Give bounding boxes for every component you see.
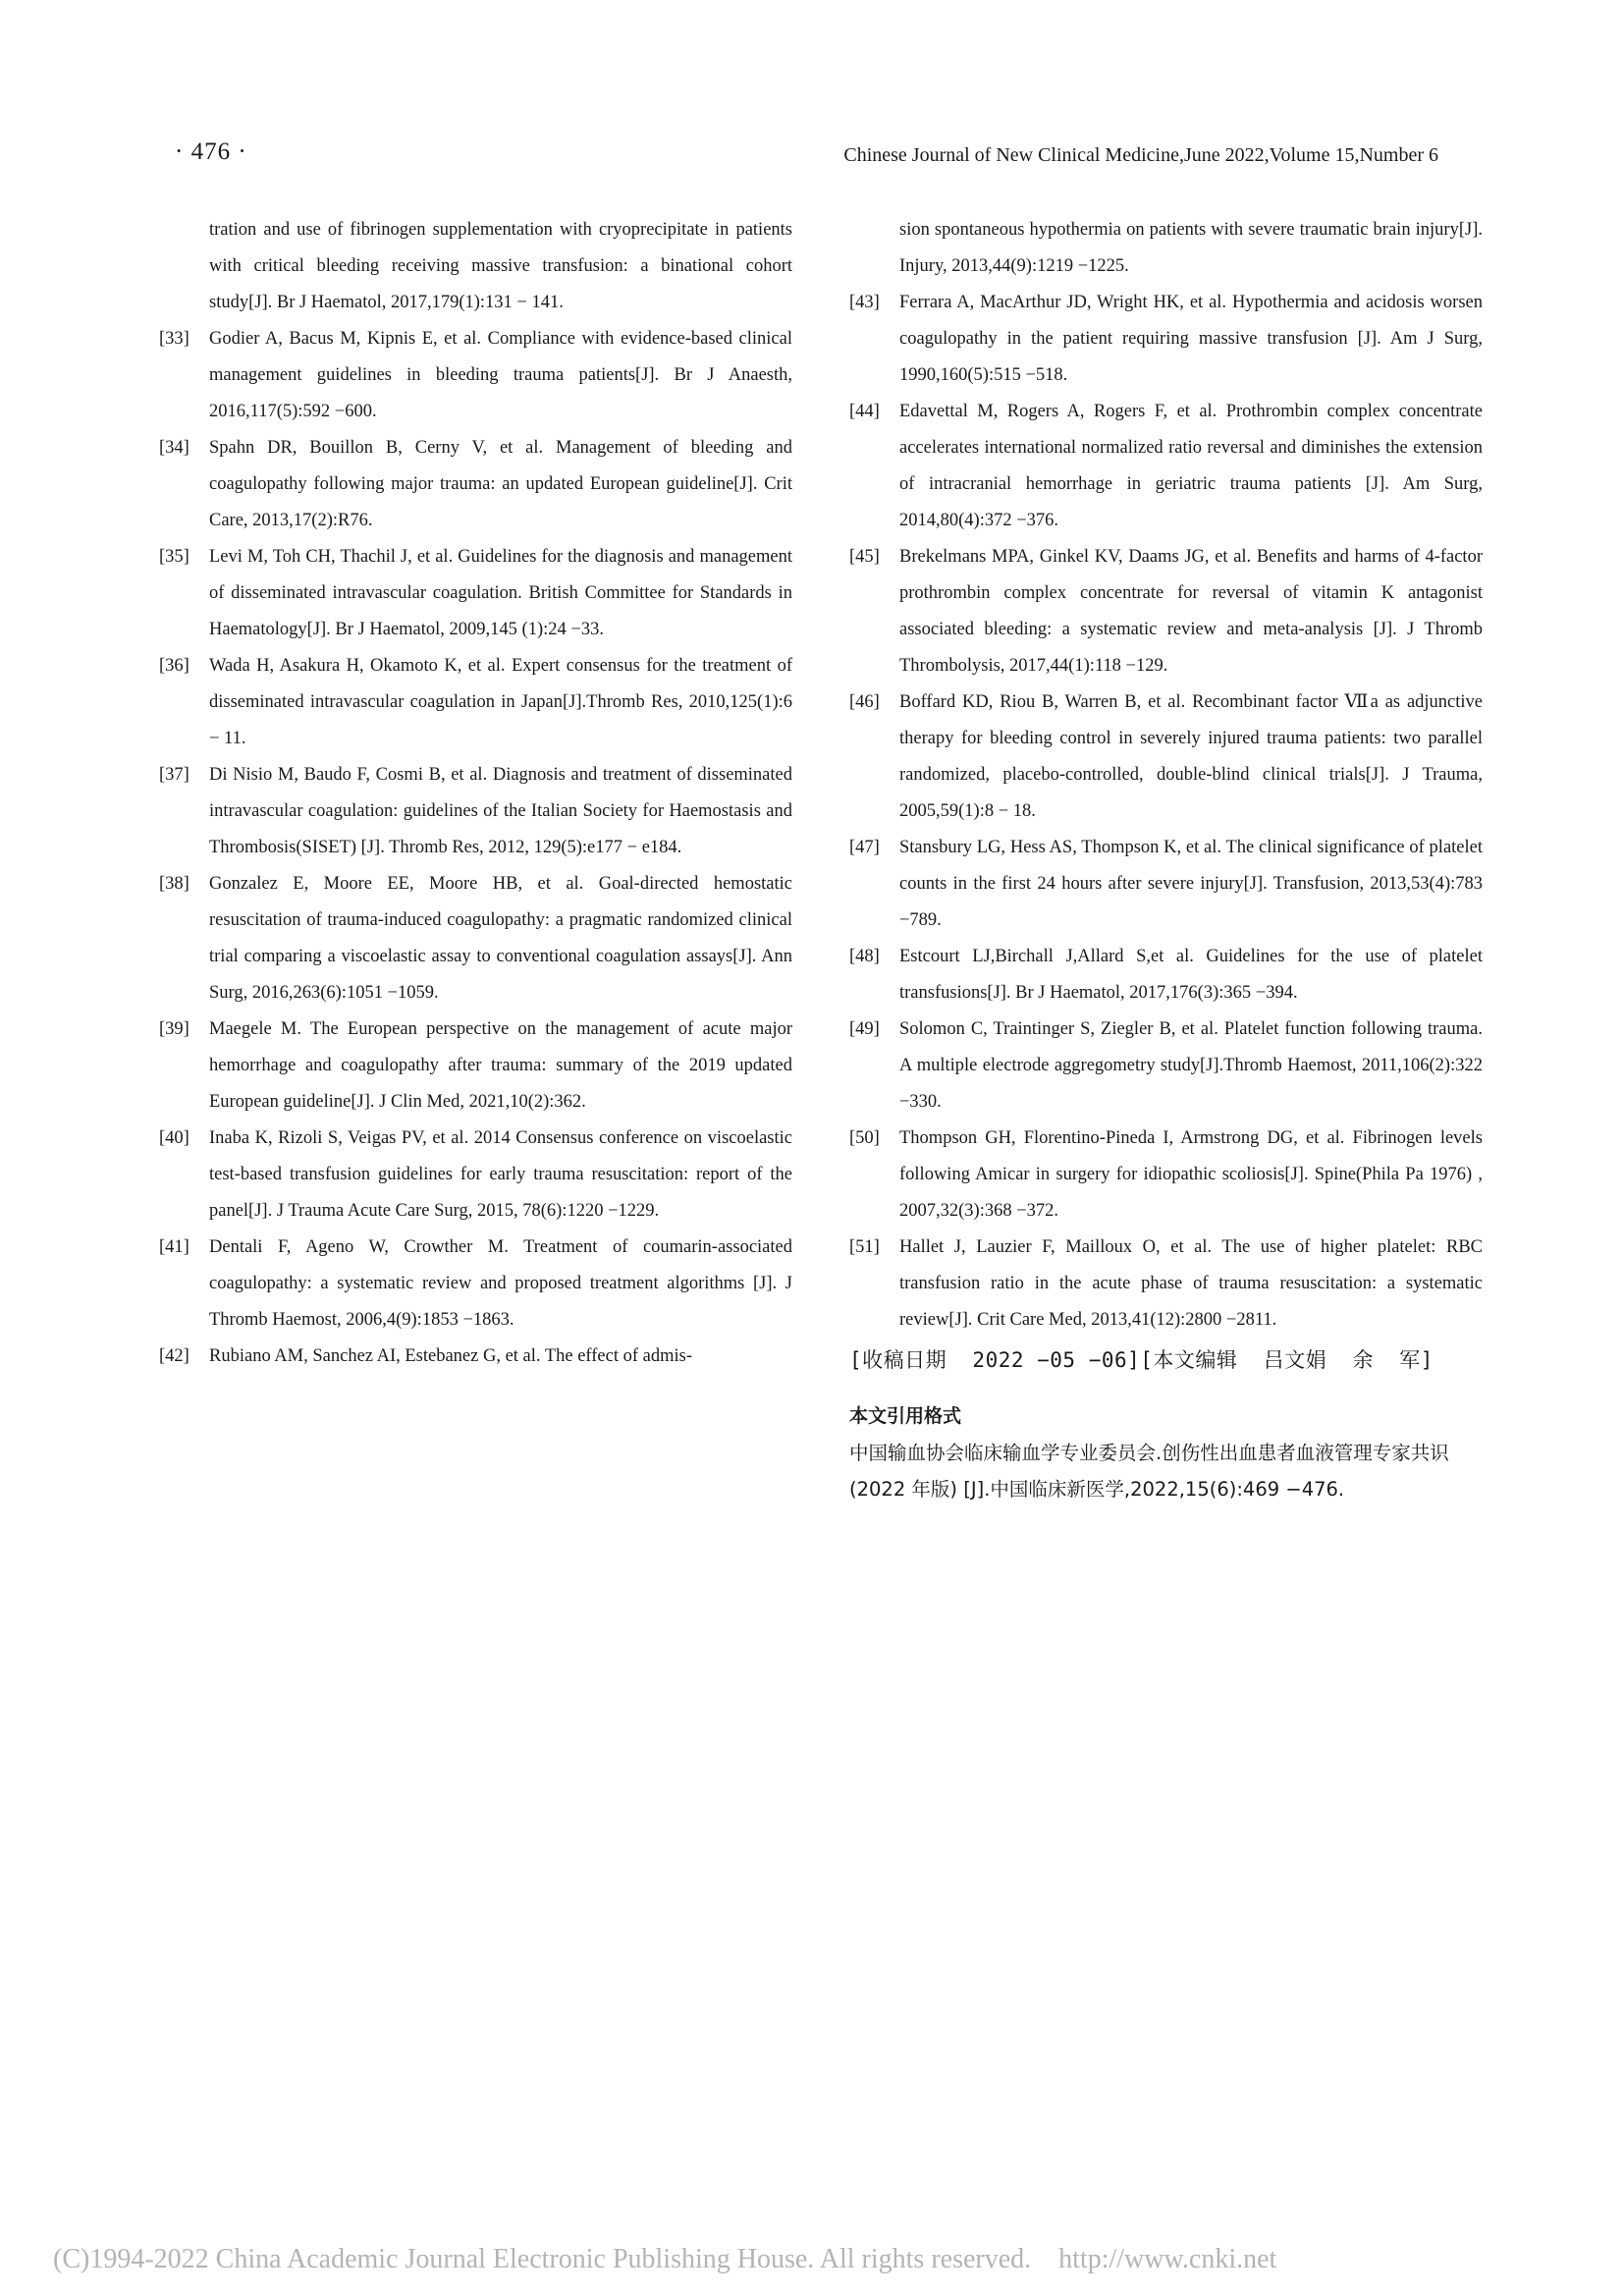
reference-number: [42] [159, 1346, 189, 1366]
reference-text: Wada H, Asakura H, Okamoto K, et al. Expert consensus for the treatment of disseminated intravascular coagulation in Japan[J].Thromb Res, 2010,125(1):6 − 11. [209, 656, 792, 748]
reference-item [159, 757, 792, 866]
reference-number: [43] [849, 293, 880, 312]
reference-text: Levi M, Toh CH, Thachil J, et al. Guidelines for the diagnosis and management of disseminated intravascular coagulation. British Committee for Standards in Haematology[J]. Br J Haematol, 2009,145 (1):24 −33. [209, 547, 792, 639]
reference-item [849, 939, 1483, 1011]
reference-item [159, 1230, 792, 1339]
reference-item [849, 830, 1483, 939]
reference-text: Ferrara A, MacArthur JD, Wright HK, et al. Hypothermia and acidosis worsen coagulopathy in the patient requiring massive transfusion [J]. Am J Surg, 1990,160(5):515 −518. [899, 293, 1483, 385]
reference-text: Boffard KD, Riou B, Warren B, et al. Recombinant factor Ⅶa as adjunctive therapy for bleeding control in severely injured trauma patients: two parallel randomized, placebo-controlled, double-blind clinical trials[J]. J Trauma, 2005,59(1):8 − 18. [899, 692, 1483, 821]
reference-item [159, 1011, 792, 1121]
reference-text: Godier A, Bacus M, Kipnis E, et al. Compliance with evidence-based clinical management guidelines in bleeding trauma patients[J]. Br J Anaesth, 2016,117(5):592 −600. [209, 329, 792, 421]
reference-item [849, 1121, 1483, 1230]
reference-text: Inaba K, Rizoli S, Veigas PV, et al. 2014 Consensus conference on viscoelastic test-based transfusion guidelines for early trauma resuscitation: report of the panel[J]. J Trauma Acute Care Surg, 2015, 78(6):1220 −1229. [209, 1128, 792, 1221]
citation-format-title: 本文引用格式 [849, 1405, 962, 1427]
reference-text: Rubiano AM, Sanchez AI, Estebanez G, et al. The effect of admis- [209, 1346, 692, 1366]
reference-text: Brekelmans MPA, Ginkel KV, Daams JG, et al. Benefits and harms of 4-factor prothrombin complex concentrate for reversal of vitamin K antagonist associated bleeding: a systematic review and meta-analysis [J]. J Thromb Thrombolysis, 2017,44(1):118 −129. [899, 547, 1483, 676]
reference-text: Edavettal M, Rogers A, Rogers F, et al. Prothrombin complex concentrate accelerates international normalized ratio reversal and diminishes the extension of intracranial hemorrhage in geriatric trauma patients [J]. Am Surg, 2014,80(4):372 −376. [899, 402, 1483, 530]
reference-text: Dentali F, Ageno W, Crowther M. Treatment of coumarin-associated coagulopathy: a systematic review and proposed treatment algorithms [J]. J Thromb Haemost, 2006,4(9):1853 −1863. [209, 1237, 792, 1330]
reference-number: [36] [159, 656, 189, 676]
reference-item [159, 866, 792, 1011]
reference-number: [47] [849, 838, 880, 857]
reference-number: [41] [159, 1237, 189, 1257]
citation-format-text: 中国输血协会临床输血学专业委员会.创伤性出血患者血液管理专家共识(2022 年版) [J].中国临床新医学,2022,15(6):469 −476. [849, 1442, 1449, 1501]
reference-item [849, 1011, 1483, 1121]
reference-item [159, 430, 792, 539]
reference-number: [38] [159, 874, 189, 894]
reference-item [849, 1230, 1483, 1339]
reference-text: Stansbury LG, Hess AS, Thompson K, et al. The clinical significance of platelet counts in the first 24 hours after severe injury[J]. Transfusion, 2013,53(4):783 −789. [899, 838, 1483, 930]
reference-item [849, 212, 1483, 285]
received-date-note: [收稿日期 2022 −05 −06][本文编辑 吕文娟 余 军] [849, 1348, 1434, 1372]
reference-text: tration and use of fibrinogen supplementation with cryoprecipitate in patients with critical bleeding receiving massive transfusion: a binational cohort study[J]. Br J Haematol, 2017,179(1):131 − 141. [209, 220, 792, 312]
reference-number: [33] [159, 329, 189, 349]
reference-item [159, 648, 792, 757]
reference-text: Gonzalez E, Moore EE, Moore HB, et al. Goal-directed hemostatic resuscitation of trauma-induced coagulopathy: a pragmatic randomized clinical trial comparing a viscoelastic assay to conventional coagulation assays[J]. Ann Surg, 2016,263(6):1051 −1059. [209, 874, 792, 1003]
reference-item [849, 684, 1483, 830]
reference-number: [45] [849, 547, 880, 567]
reference-text: Hallet J, Lauzier F, Mailloux O, et al. The use of higher platelet: RBC transfusion ratio in the acute phase of trauma resuscitation: a systematic review[J]. Crit Care Med, 2013,41(12):2800 −2811. [899, 1237, 1483, 1330]
reference-number: [34] [159, 438, 189, 458]
reference-item [849, 394, 1483, 539]
reference-number: [37] [159, 765, 189, 785]
reference-number: [48] [849, 947, 880, 966]
reference-number: [51] [849, 1237, 880, 1257]
copyright-footer: (C)1994-2022 China Academic Journal Electronic Publishing House. All rights reserved. http://www.cnki.net [53, 2244, 1277, 2274]
reference-text: sion spontaneous hypothermia on patients with severe traumatic brain injury[J]. Injury, 2013,44(9):1219 −1225. [899, 220, 1483, 276]
reference-text: Spahn DR, Bouillon B, Cerny V, et al. Management of bleeding and coagulopathy following major trauma: an updated European guideline[J]. Crit Care, 2013,17(2):R76. [209, 438, 792, 530]
reference-item [159, 1121, 792, 1230]
journal-header: Chinese Journal of New Clinical Medicine,June 2022,Volume 15,Number 6 [843, 144, 1438, 166]
right-column [849, 212, 1483, 1507]
reference-text: Estcourt LJ,Birchall J,Allard S,et al. Guidelines for the use of platelet transfusions[J]. Br J Haematol, 2017,176(3):365 −394. [899, 947, 1483, 1003]
reference-text: Maegele M. The European perspective on the management of acute major hemorrhage and coagulopathy after trauma: summary of the 2019 updated European guideline[J]. J Clin Med, 2021,10(2):362. [209, 1019, 792, 1112]
reference-number: [39] [159, 1019, 189, 1039]
reference-text: Di Nisio M, Baudo F, Cosmi B, et al. Diagnosis and treatment of disseminated intravascular coagulation: guidelines of the Italian Society for Haemostasis and Thrombosis(SISET) [J]. Thromb Res, 2012, 129(5):e177 − e184. [209, 765, 792, 857]
reference-number: [50] [849, 1128, 880, 1148]
reference-item [159, 321, 792, 430]
reference-number: [44] [849, 402, 880, 421]
reference-item [159, 212, 792, 321]
reference-text: Thompson GH, Florentino-Pineda I, Armstrong DG, et al. Fibrinogen levels following Amicar in surgery for idiopathic scoliosis[J]. Spine(Phila Pa 1976) , 2007,32(3):368 −372. [899, 1128, 1483, 1221]
page-number: · 476 · [175, 138, 247, 165]
reference-item [159, 539, 792, 648]
reference-item [849, 539, 1483, 684]
reference-item [159, 1339, 792, 1375]
reference-number: [49] [849, 1019, 880, 1039]
reference-item [849, 285, 1483, 394]
reference-text: Solomon C, Traintinger S, Ziegler B, et al. Platelet function following trauma. A multiple electrode aggregometry study[J].Thromb Haemost, 2011,106(2):322 −330. [899, 1019, 1483, 1112]
left-column [159, 212, 792, 1375]
reference-number: [35] [159, 547, 189, 567]
reference-number: [40] [159, 1128, 189, 1148]
reference-number: [46] [849, 692, 880, 712]
